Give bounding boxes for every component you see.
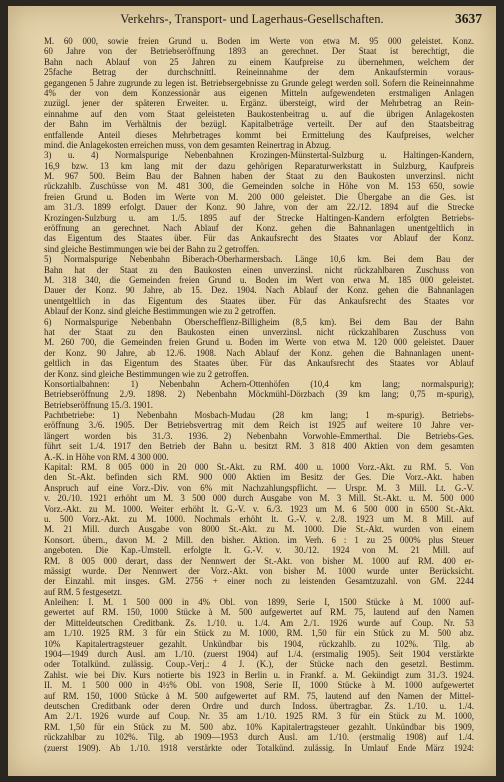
- text-line: sind gleiche Bestimmungen wie bei der Bahn zu 2 getroffen.: [44, 243, 260, 254]
- text-line: rückzahlb. Zuschüsse von M. 481 300, die Gemeinden solche in Höhe von M. 153 650, sowie: [44, 181, 474, 192]
- running-title: Verkehrs-, Transport- und Lagerhaus-Gesellschaften.: [120, 12, 384, 26]
- text-line: führt seit 1./4. 1917 den Betrieb der Bahn u. besitzt RM. 3 818 400 Aktien von dem gesamten: [44, 441, 474, 452]
- text-line: Bahn hat der Staat zu den Baukosten einen unverzinsl. nicht rückzahlbaren Zuschuss von: [44, 264, 474, 275]
- text-line: M. 60 000, sowie freien Grund u. Boden im Werte von etwa M. 95 000 geleistet. Konz.: [44, 36, 474, 46]
- text-line: Pachtbetriebe: 1) Nebenbahn Mosbach-Mudau (28 km lang; 1 m-spurig). Betriebs-: [44, 410, 474, 421]
- text-line: der Konz. 90 Jahre, ab 12./6. 1908. Nach Ablauf der Konz. gehen die Bahnanlagen unent-: [44, 347, 474, 358]
- text-line: M. 260 700, die Gemeinden freien Grund u. Boden im Werte von etwa M. 120 000 geleistet. Dauer: [44, 337, 474, 348]
- text-line: eröffnung an gerechnet. Nach Ablauf der Konz. gehen die Bahnanlagen unentgeltlich in: [44, 223, 474, 234]
- text-line: Anleihen: I. M. 1 500 000 in 4% Obl. von 1899, Serie I, 1500 Stücke à M. 1000 auf-: [44, 597, 474, 608]
- text-line: M. 967 500. Beim Bau der Bahnen haben der Staat zu den Baukosten unverzinsl. nicht: [44, 171, 474, 182]
- text-line: unentgeltlich in das Eigentum des Staates über. Für das Ankaufsrecht des Staates vor: [44, 295, 474, 306]
- text-line: Anspruch auf eine Vorz.-Div. von 6% mit Nachzahlungspflicht. — Urspr. M. 3 Mill. Lt. G.-V.: [44, 482, 474, 493]
- text-line: 1904—1949 durch Ausl. am 1./10. (zuerst 1904) auf 1./4. (erstmalig 1905). Seit 1904 verstärkte: [44, 649, 474, 660]
- text-line: der Mitteldeutschen Creditbank. Zs. 1./10. u. 1./4. Am 2./1. 1926 wurde auf Coup. Nr. 53: [44, 617, 474, 628]
- text-line: am 31./3. 1899 erfolgt. Dauer der Konz. 90 Jahre, von der am 22./12. 1894 auf die Strecke: [44, 202, 474, 213]
- text-line: Krozingen-Sulzburg u. am 1./5. 1895 auf der Strecke Haltingen-Kandern erfolgten Betriebs-: [44, 212, 474, 223]
- text-line: auf RM. 5 festgesetzt.: [44, 586, 123, 597]
- text-line: 10% Kapitalertragsteuer gezahlt. Unkündbar bis 1904, rückzahlb. zu 102%. Tilg. ab: [44, 638, 474, 649]
- text-line: auf RM. 150, 1000 Stücke à M. 500 aufgewertet auf RM. 75, lautend auf den Namen der Mittel-: [44, 690, 474, 701]
- page-header: [8, 12, 496, 30]
- text-line: M. 21 Mill. durch Ausgabe von 8000 St.-Akt. zu M. 1000. Die St.-Akt. wurden von einem: [44, 524, 474, 535]
- body-text: [44, 36, 474, 753]
- text-line: Betriebseröffnung 2./9. 1898. 2) Nebenbahn Möckmühl-Dörzbach (39 km lang; 0,75 m-spurig),: [44, 389, 474, 400]
- text-line: 60 Jahre von der Betriebseröffnung 1893 an gerechnet. Der Staat ist berechtigt, die: [44, 46, 474, 57]
- text-line: der Konz. sind gleiche Bestimmungen wie zu 2 getroffen.: [44, 368, 249, 379]
- text-line: Kapital: RM. 8 005 000 in 20 000 St.-Akt. zu RM. 400 u. 1000 Vorz.-Akt. zu RM. 5. Von: [44, 462, 474, 473]
- text-line: zuzügl. jener der späteren Erweiter. u. Ergänz. übersteigt, wird der Mehrbetrag an Rein-: [44, 98, 474, 109]
- text-line: geltlich in das Eigentum des Staates über. Für das Ankaufsrecht des Staates vor Ablauf: [44, 358, 474, 369]
- text-line: am 1./10. 1925 RM. 3 für ein Stück zu M. 1000, RM. 1,50 für ein Stück zu M. 500 abz.: [44, 628, 474, 639]
- page-number: 3637: [455, 11, 482, 26]
- text-line: eröffnung 3./6. 1905. Der Betriebsvertrag mit dem Reich ist 1925 auf weitere 10 Jahre ver-: [44, 420, 474, 431]
- text-line: (zuerst 1909). Ab 1./10. 1918 verstärkte oder Totalkünd. zulässig. In Umlauf Ende März 1924:: [44, 742, 474, 753]
- text-line: 5) Normalspurige Nebenbahn Biberach-Oberharmersbach. Länge 10,6 km. Bei dem Bau der: [44, 254, 474, 265]
- text-line: Betriebseröffnung 15./3. 1901.: [44, 399, 154, 410]
- text-line: mind. die Anlagekosten erreichen muss, von dem gesamten Reinertrag in Abzug.: [44, 139, 332, 150]
- text-line: den St.-Akt. befinden sich RM. 900 000 Aktien im Besitz der Ges. Die Vorz.-Akt. haben: [44, 472, 474, 483]
- text-line: einnahme auf den vom Staat geleisteten Baukostenbeitrag u. auf die übrigen Anlagekosten: [44, 108, 474, 119]
- text-line: längert worden bis 31./3. 1936. 2) Nebenbahn Vorwohle-Emmerthal. Die Betriebs-Ges.: [44, 430, 474, 441]
- text-line: gewertet auf RM. 150, 1000 Stücke à M. 500 aufgewertet auf RM. 75, lautend auf den Namen: [44, 607, 474, 618]
- text-line: 6) Normalspurige Nebenbahn Oberschefflenz-Billigheim (8,5 km). Bei dem Bau der Bahn: [44, 316, 474, 327]
- text-line: Am 2./1. 1926 wurde auf Coup. Nr. 35 am 1./10. 1925 RM. 3 für ein Stück zu M. 1000,: [44, 711, 474, 722]
- text-line: entfallende Anteil dieses Mehrbetrages kommt bei Ermittelung des Kaufpreises, welcher: [44, 129, 474, 140]
- text-line: v. 20./10. 1921 erhöht um M. 3 500 000 durch Ausgabe von M. 3 Mill. St.-Akt. u. M. 500 000: [44, 493, 474, 504]
- text-line: M. 318 340, die Gemeinden freien Grund u. Boden im Wert von etwa M. 185 000 geleistet.: [44, 274, 474, 285]
- text-line: der Bahn im Verhältnis der bezügl. Kapitalbeträge verteilt. Der auf den Staatsbeitrag: [44, 119, 474, 130]
- text-line: freien Grund u. Boden im Werte von M. 200 000 geleistet. Die Übergabe an die Ges. ist: [44, 191, 474, 202]
- document-page: [8, 6, 496, 776]
- text-line: u. 500 Vorz.-Akt. zu M. 1000. Nochmals erhöht lt. G.-V. v. 2./8. 1923 um M. 8 Mill. auf: [44, 513, 474, 524]
- text-line: Vorz.-Akt. zu M. 1000. Weiter erhöht lt. G.-V. v. 6./3. 1923 um M. 6 500 000 in 6500 St.-Akt.: [44, 503, 474, 514]
- text-line: Ablauf der Konz. sind gleiche Bestimmungen wie zu 2 getroffen.: [44, 306, 276, 317]
- text-line: deutschen Creditbank oder deren Ordre und durch Indoss. übertragbar. Zs. 1./10. u. 1./4.: [44, 701, 474, 711]
- text-line: RM. 1,50 für ein Stück zu M. 500 abz. 10% Kapitalertragsteuer gezahlt. Unkündbar bis 1909,: [44, 721, 474, 732]
- text-line: 3) u. 4) Normalspurige Nebenbahnen Krozingen-Münstertal-Sulzburg u. Haltingen-Kandern,: [44, 150, 474, 161]
- text-line: rückzahlbar zu 102%. Tilg. ab 1909—1953 durch Ausl. am 1./10. (erstmalig 1908) auf 1./4.: [44, 732, 474, 743]
- text-line: Bahn nach Ablauf von 25 Jahren zu einem Kaufpreise zu übernehmen, welchem der: [44, 56, 474, 67]
- text-line: angeboten. Die Kap.-Umstell. erfolgte lt. G.-V. v. 30./12. 1924 von M. 21 Mill. auf: [44, 545, 474, 556]
- text-line: A.-K. in Höhe von RM. 4 300 000.: [44, 451, 169, 462]
- text-line: Dauer der Konz. 90 Jahre, ab 15. Dez. 1904. Nach Ablauf der Konz. gehen die Bahnanlagen: [44, 285, 474, 296]
- text-line: Zahlst. wie bei Div. Kurs notierte bis 1923 in Berlin u. in Frankf. a. M. Gekündigt zum 31./3. 1924.: [44, 669, 474, 680]
- text-line: gegangenen 5 Jahre zugrunde zu legen ist. Betriebsergebnisse zu Grunde gelegt werden soll. Sofern die Reineinnahme: [44, 77, 474, 88]
- text-line: RM. 8 005 000 derart, dass der Nennwert der St.-Akt. von bisher M. 1000 auf RM. 400 er-: [44, 555, 474, 566]
- text-line: 16,9 bzw. 13 km lang mit der dazu gehörigen Reparaturwerkstatt in Sulzburg, Kaufpreis: [44, 160, 474, 171]
- text-line: das Eigentum des Staates über. Für das Ankaufsrecht des Staates vor Ablauf der Konz.: [44, 233, 474, 244]
- text-line: mässigt wurde. Der Nennwert der Vorz.-Akt. von bisher M. 1000 wurde unter Berücksicht.: [44, 565, 474, 576]
- text-line: 25fache Betrag der durchschnittl. Reineinnahme der dem Ankaufstermin voraus-: [44, 67, 474, 78]
- text-line: oder Totalkünd. zulässig. Coup.-Verj.: 4 J. (K.), der Stücke nach den gesetzl. Bestimm.: [44, 659, 474, 670]
- text-line: Konsortialbahnen: 1) Nebenbahn Achern-Ottenhöfen (10,4 km lang; normalspurig);: [44, 378, 474, 389]
- text-line: II. M. 1 500 000 in 4½% Obl. von 1908, Serie II, 1000 Stücke à M. 1000 aufgewertet: [44, 680, 474, 691]
- text-line: hat der Staat zu den Baukosten einen unverzinsl. nicht rückzahlbaren Zuschuss von: [44, 326, 474, 337]
- text-line: Konsort. übern., davon M. 2 Mill. den bisher. Aktion. im Verh. 6 : 1 zu 25 000% plus Steuer: [44, 534, 474, 545]
- text-line: 4% der von dem Konzessionär aus eigenen Mitteln aufgewendeten erstmaligen Anlagen: [44, 87, 474, 98]
- text-line: der Einzahl. mit insges. GM. 2756 + einer noch zu leistenden Gesamtzuzahl. von GM. 2244: [44, 576, 474, 587]
